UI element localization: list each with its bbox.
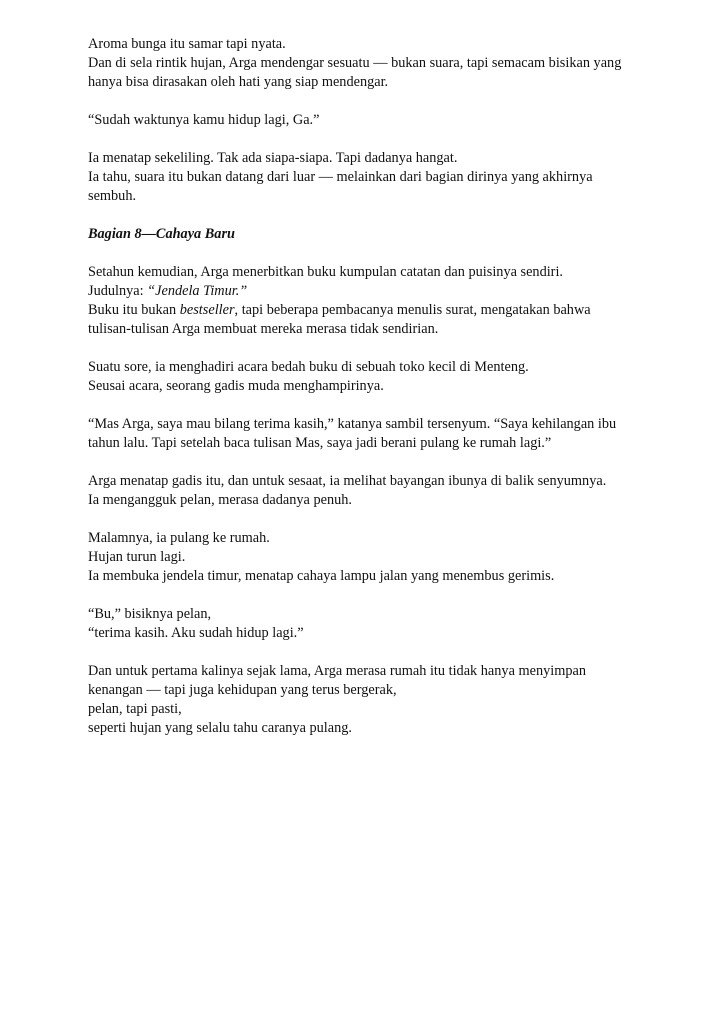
paragraph-6: [88, 415, 648, 453]
text-line: Setahun kemudian, Arga menerbitkan buku kumpulan catatan dan puisinya sendiri.: [88, 264, 563, 280]
text-line: Aroma bunga itu samar tapi nyata.: [88, 36, 286, 52]
paragraph-10: [88, 662, 648, 738]
text-line: “terima kasih. Aku sudah hidup lagi.”: [88, 625, 304, 641]
text-line: Ia membuka jendela timur, menatap cahaya lampu jalan yang menembus gerimis.: [88, 568, 555, 584]
text-line: “Bu,” bisiknya pelan,: [88, 606, 212, 622]
paragraph-5: [88, 358, 648, 396]
text-segment: Buku itu bukan: [88, 302, 180, 318]
text-line: Seusai acara, seorang gadis muda menghampirinya.: [88, 378, 384, 394]
paragraph-7: [88, 472, 648, 510]
paragraph-gap: [88, 643, 648, 662]
paragraph-3: [88, 149, 648, 206]
paragraph-8: [88, 529, 648, 586]
paragraph-gap: [88, 339, 648, 358]
paragraph-gap: [88, 586, 648, 605]
text-line: pelan, tapi pasti,: [88, 701, 182, 717]
paragraph-gap: [88, 92, 648, 111]
text-line: Ia mengangguk pelan, merasa dadanya penuh.: [88, 492, 352, 508]
paragraph-gap: [88, 130, 648, 149]
paragraph-4: [88, 263, 648, 339]
text-line: [88, 301, 648, 320]
text-segment: Judulnya:: [88, 283, 148, 299]
text-line: tulisan-tulisan Arga membuat mereka merasa tidak sendirian.: [88, 321, 439, 337]
text-line: Suatu sore, ia menghadiri acara bedah buku di sebuah toko kecil di Menteng.: [88, 359, 529, 375]
paragraph-gap: [88, 206, 648, 225]
text-line: [88, 282, 648, 301]
text-line: tahun lalu. Tapi setelah baca tulisan Mas, saya jadi berani pulang ke rumah lagi.”: [88, 435, 552, 451]
paragraph-9: [88, 605, 648, 643]
text-line: Malamnya, ia pulang ke rumah.: [88, 530, 270, 546]
paragraph-gap: [88, 510, 648, 529]
text-line: Ia tahu, suara itu bukan datang dari luar — melainkan dari bagian dirinya yang akhirnya: [88, 169, 593, 185]
text-line: seperti hujan yang selalu tahu caranya pulang.: [88, 720, 352, 736]
text-line: kenangan — tapi juga kehidupan yang terus bergerak,: [88, 682, 397, 698]
text-line: Dan untuk pertama kalinya sejak lama, Arga merasa rumah itu tidak hanya menyimpan: [88, 663, 586, 679]
text-segment: , tapi beberapa pembacanya menulis surat, mengatakan bahwa: [234, 302, 591, 318]
text-line: hanya bisa dirasakan oleh hati yang siap mendengar.: [88, 74, 389, 90]
text-line: Hujan turun lagi.: [88, 549, 186, 565]
text-line: Ia menatap sekeliling. Tak ada siapa-siapa. Tapi dadanya hangat.: [88, 150, 458, 166]
paragraph-2: [88, 111, 648, 130]
text-line: “Sudah waktunya kamu hidup lagi, Ga.”: [88, 112, 320, 128]
section-heading: Bagian 8—Cahaya Baru: [88, 226, 235, 242]
italic-term: bestseller: [179, 302, 235, 318]
text-line: Dan di sela rintik hujan, Arga mendengar sesuatu — bukan suara, tapi semacam bisikan yang: [88, 55, 622, 71]
text-line: Arga menatap gadis itu, dan untuk sesaat, ia melihat bayangan ibunya di balik senyumnya.: [88, 473, 607, 489]
book-title: “Jendela Timur.”: [147, 283, 248, 299]
paragraph-gap: [88, 453, 648, 472]
text-line: sembuh.: [88, 188, 137, 204]
paragraph-1: [88, 35, 648, 92]
paragraph-gap: [88, 396, 648, 415]
document-page: [88, 35, 648, 738]
text-line: “Mas Arga, saya mau bilang terima kasih,” katanya sambil tersenyum. “Saya kehilangan ibu: [88, 416, 617, 432]
paragraph-gap: [88, 244, 648, 263]
